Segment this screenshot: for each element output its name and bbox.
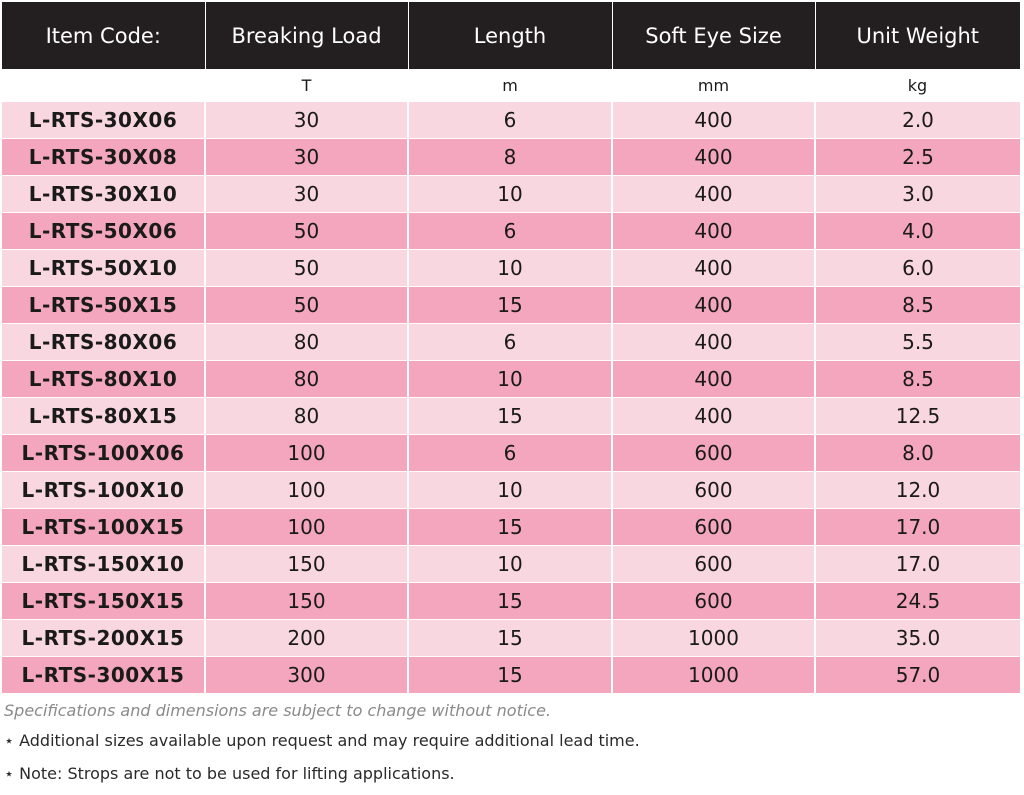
table-row [2, 657, 1020, 694]
cell-breaking-load: 80 [205, 324, 408, 361]
cell-soft-eye-size: 600 [612, 546, 815, 583]
cell-length: 10 [408, 472, 612, 509]
cell-length: 6 [408, 324, 612, 361]
spec-table [2, 2, 1020, 694]
cell-item-code: L-RTS-50X10 [2, 250, 205, 287]
cell-soft-eye-size: 400 [612, 213, 815, 250]
cell-unit-weight: 57.0 [815, 657, 1020, 694]
units-row [2, 69, 1020, 102]
cell-unit-weight: 6.0 [815, 250, 1020, 287]
table-body [2, 102, 1020, 694]
header-breaking-load: Breaking Load [205, 2, 408, 69]
table-row [2, 176, 1020, 213]
cell-breaking-load: 150 [205, 546, 408, 583]
cell-breaking-load: 150 [205, 583, 408, 620]
table-row [2, 213, 1020, 250]
cell-length: 15 [408, 620, 612, 657]
cell-item-code: L-RTS-100X06 [2, 435, 205, 472]
table-row [2, 324, 1020, 361]
cell-item-code: L-RTS-150X10 [2, 546, 205, 583]
cell-breaking-load: 50 [205, 213, 408, 250]
cell-length: 15 [408, 287, 612, 324]
cell-unit-weight: 8.5 [815, 361, 1020, 398]
cell-soft-eye-size: 400 [612, 176, 815, 213]
cell-item-code: L-RTS-80X06 [2, 324, 205, 361]
cell-length: 6 [408, 102, 612, 139]
cell-unit-weight: 2.5 [815, 139, 1020, 176]
cell-item-code: L-RTS-50X06 [2, 213, 205, 250]
table-row [2, 102, 1020, 139]
cell-soft-eye-size: 400 [612, 287, 815, 324]
cell-breaking-load: 300 [205, 657, 408, 694]
cell-soft-eye-size: 400 [612, 324, 815, 361]
cell-soft-eye-size: 600 [612, 435, 815, 472]
unit-breaking-load: T [205, 69, 408, 102]
cell-breaking-load: 80 [205, 398, 408, 435]
table-row [2, 620, 1020, 657]
cell-length: 15 [408, 583, 612, 620]
cell-item-code: L-RTS-50X15 [2, 287, 205, 324]
cell-unit-weight: 24.5 [815, 583, 1020, 620]
unit-item-code [2, 69, 205, 102]
cell-unit-weight: 17.0 [815, 509, 1020, 546]
cell-item-code: L-RTS-100X10 [2, 472, 205, 509]
cell-unit-weight: 12.5 [815, 398, 1020, 435]
table-row [2, 398, 1020, 435]
cell-item-code: L-RTS-30X06 [2, 102, 205, 139]
header-length: Length [408, 2, 612, 69]
cell-soft-eye-size: 400 [612, 139, 815, 176]
cell-item-code: L-RTS-30X08 [2, 139, 205, 176]
header-row [2, 2, 1020, 69]
table-row [2, 583, 1020, 620]
cell-length: 10 [408, 176, 612, 213]
cell-breaking-load: 30 [205, 139, 408, 176]
cell-unit-weight: 5.5 [815, 324, 1020, 361]
cell-unit-weight: 17.0 [815, 546, 1020, 583]
unit-length: m [408, 69, 612, 102]
cell-breaking-load: 50 [205, 287, 408, 324]
cell-item-code: L-RTS-150X15 [2, 583, 205, 620]
cell-unit-weight: 2.0 [815, 102, 1020, 139]
table-row [2, 472, 1020, 509]
cell-breaking-load: 100 [205, 509, 408, 546]
cell-length: 6 [408, 435, 612, 472]
cell-unit-weight: 35.0 [815, 620, 1020, 657]
cell-unit-weight: 8.5 [815, 287, 1020, 324]
table-row [2, 546, 1020, 583]
cell-breaking-load: 30 [205, 102, 408, 139]
cell-unit-weight: 8.0 [815, 435, 1020, 472]
table-row [2, 250, 1020, 287]
table-row [2, 361, 1020, 398]
cell-item-code: L-RTS-80X10 [2, 361, 205, 398]
cell-breaking-load: 30 [205, 176, 408, 213]
cell-length: 15 [408, 398, 612, 435]
cell-length: 10 [408, 361, 612, 398]
notes [4, 698, 1014, 790]
cell-soft-eye-size: 1000 [612, 657, 815, 694]
cell-length: 6 [408, 213, 612, 250]
cell-breaking-load: 200 [205, 620, 408, 657]
cell-breaking-load: 80 [205, 361, 408, 398]
cell-soft-eye-size: 400 [612, 250, 815, 287]
cell-soft-eye-size: 600 [612, 583, 815, 620]
table-row [2, 435, 1020, 472]
table-row [2, 139, 1020, 176]
cell-item-code: L-RTS-30X10 [2, 176, 205, 213]
cell-item-code: L-RTS-300X15 [2, 657, 205, 694]
cell-soft-eye-size: 600 [612, 472, 815, 509]
cell-unit-weight: 3.0 [815, 176, 1020, 213]
cell-breaking-load: 100 [205, 472, 408, 509]
table-row [2, 509, 1020, 546]
header-unit-weight: Unit Weight [815, 2, 1020, 69]
cell-item-code: L-RTS-80X15 [2, 398, 205, 435]
cell-soft-eye-size: 400 [612, 102, 815, 139]
unit-soft-eye-size: mm [612, 69, 815, 102]
cell-breaking-load: 50 [205, 250, 408, 287]
cell-length: 15 [408, 509, 612, 546]
cell-unit-weight: 12.0 [815, 472, 1020, 509]
cell-soft-eye-size: 400 [612, 398, 815, 435]
cell-length: 10 [408, 250, 612, 287]
cell-soft-eye-size: 1000 [612, 620, 815, 657]
cell-length: 10 [408, 546, 612, 583]
cell-breaking-load: 100 [205, 435, 408, 472]
header-soft-eye-size: Soft Eye Size [612, 2, 815, 69]
header-item-code: Item Code: [2, 2, 205, 69]
lifting-note: ⋆ Note: Strops are not to be used for lifting applications. [4, 764, 455, 783]
cell-length: 15 [408, 657, 612, 694]
table-row [2, 287, 1020, 324]
cell-soft-eye-size: 400 [612, 361, 815, 398]
additional-sizes-note: ⋆ Additional sizes available upon request and may require additional lead time. [4, 731, 640, 750]
cell-item-code: L-RTS-200X15 [2, 620, 205, 657]
cell-length: 8 [408, 139, 612, 176]
unit-unit-weight: kg [815, 69, 1020, 102]
disclaimer-note: Specifications and dimensions are subject to change without notice. [4, 701, 552, 720]
cell-soft-eye-size: 600 [612, 509, 815, 546]
cell-unit-weight: 4.0 [815, 213, 1020, 250]
cell-item-code: L-RTS-100X15 [2, 509, 205, 546]
